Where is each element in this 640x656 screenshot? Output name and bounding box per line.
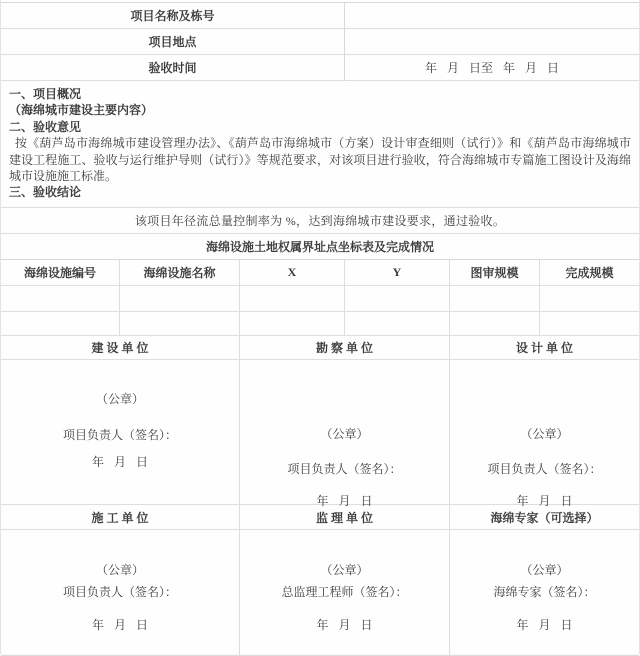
project-leader-signature-label: 项目负责人（签名）： — [62, 585, 177, 599]
coord-empty-cell — [344, 286, 449, 312]
section1-heading: 一、项目概况 — [9, 87, 82, 101]
project-location-value-cell — [344, 29, 639, 55]
coord-empty-cell — [119, 286, 239, 312]
coord-header-facility-name: 海绵设施名称 — [119, 260, 239, 286]
section1-subtitle: （海绵城市建设主要内容） — [9, 103, 154, 118]
acceptance-time-value: 年 月 日至 年 月 日 — [344, 55, 639, 81]
coord-table-title: 海绵设施土地权属界址点坐标表及完成情况 — [1, 233, 639, 259]
supervision-unit-header: 监 理 单 位 — [239, 505, 449, 530]
conclusion-row: 该项目年径流总量控制率为 %，达到海绵城市建设要求，通过验收。 — [1, 207, 639, 233]
date-placeholder: 年 月 日 — [516, 494, 573, 508]
design-unit-sign-cell — [449, 360, 639, 508]
coord-table — [1, 259, 639, 336]
date-placeholder: 年 月 日 — [91, 618, 148, 632]
project-leader-signature-label: 项目负责人（签名）： — [62, 428, 177, 442]
coord-header-y: Y — [344, 260, 449, 286]
official-seal-label: （公章） — [95, 563, 144, 577]
coord-empty-cell — [449, 286, 539, 312]
coord-empty-cell — [239, 286, 344, 312]
date-placeholder: 年 月 日 — [316, 494, 373, 508]
project-info-table — [1, 2, 639, 81]
coord-header-facility-id: 海绵设施编号 — [1, 260, 119, 286]
official-seal-label: （公章） — [520, 563, 569, 577]
project-location-label: 项目地点 — [1, 29, 344, 55]
coord-empty-cell — [1, 312, 119, 336]
acceptance-time-label: 验收时间 — [1, 55, 344, 81]
coord-empty-cell — [1, 286, 119, 312]
coord-empty-cell — [119, 312, 239, 336]
official-seal-label: （公章） — [320, 427, 369, 441]
constructor-unit-sign-cell — [1, 530, 239, 656]
supervision-unit-sign-cell — [239, 530, 449, 656]
chief-supervisor-signature-label: 总监理工程师（签名）： — [281, 585, 408, 599]
project-leader-signature-label: 项目负责人（签名）： — [487, 462, 602, 476]
sections-cell — [1, 81, 639, 207]
unit-signature-block-1 — [1, 336, 639, 508]
coord-empty-cell — [449, 312, 539, 336]
coord-empty-cell — [539, 312, 639, 336]
official-seal-label: （公章） — [95, 392, 144, 406]
section3-heading: 三、验收结论 — [9, 185, 82, 200]
date-placeholder: 年 月 日 — [316, 618, 373, 632]
form-table — [1, 2, 639, 654]
official-seal-label: （公章） — [320, 563, 369, 577]
sponge-expert-sign-cell — [449, 530, 639, 656]
project-name-value-cell — [344, 3, 639, 29]
design-unit-header: 设 计 单 位 — [449, 336, 639, 360]
construction-unit-header: 建 设 单 位 — [1, 336, 239, 360]
official-seal-label: （公章） — [520, 427, 569, 441]
constructor-unit-header: 施 工 单 位 — [1, 505, 239, 530]
coord-empty-cell — [239, 312, 344, 336]
construction-unit-sign-cell — [1, 360, 239, 505]
coord-header-completed-scale: 完成规模 — [539, 260, 639, 286]
sponge-expert-signature-label: 海绵专家（签名）： — [493, 585, 596, 599]
sponge-expert-header: 海绵专家（可选择） — [449, 505, 639, 530]
coord-header-x: X — [239, 260, 344, 286]
section2-heading: 二、验收意见 — [9, 119, 82, 134]
unit-signature-block-2 — [1, 505, 639, 656]
survey-unit-header: 勘 察 单 位 — [239, 336, 449, 360]
coord-empty-cell — [344, 312, 449, 336]
coord-header-reviewed-scale: 图审规模 — [449, 260, 539, 286]
survey-unit-sign-cell — [239, 360, 449, 508]
date-placeholder: 年 月 日 — [91, 455, 148, 469]
coord-empty-cell — [539, 286, 639, 312]
project-name-label: 项目名称及栋号 — [1, 3, 344, 29]
date-placeholder: 年 月 日 — [516, 618, 573, 632]
acceptance-opinion-paragraph: 按《葫芦岛市海绵城市建设管理办法》、《葫芦岛市海绵城市（方案）设计审查细则（试行）》和《葫芦岛市海绵城市建设工程施工、验收与运行维护导则（试行）》等规范要求，对该项目进行验收，符合海绵城市专篇施工图设计及海绵城市设施施工标准。 — [9, 136, 631, 184]
project-leader-signature-label: 项目负责人（签名）： — [287, 462, 402, 476]
